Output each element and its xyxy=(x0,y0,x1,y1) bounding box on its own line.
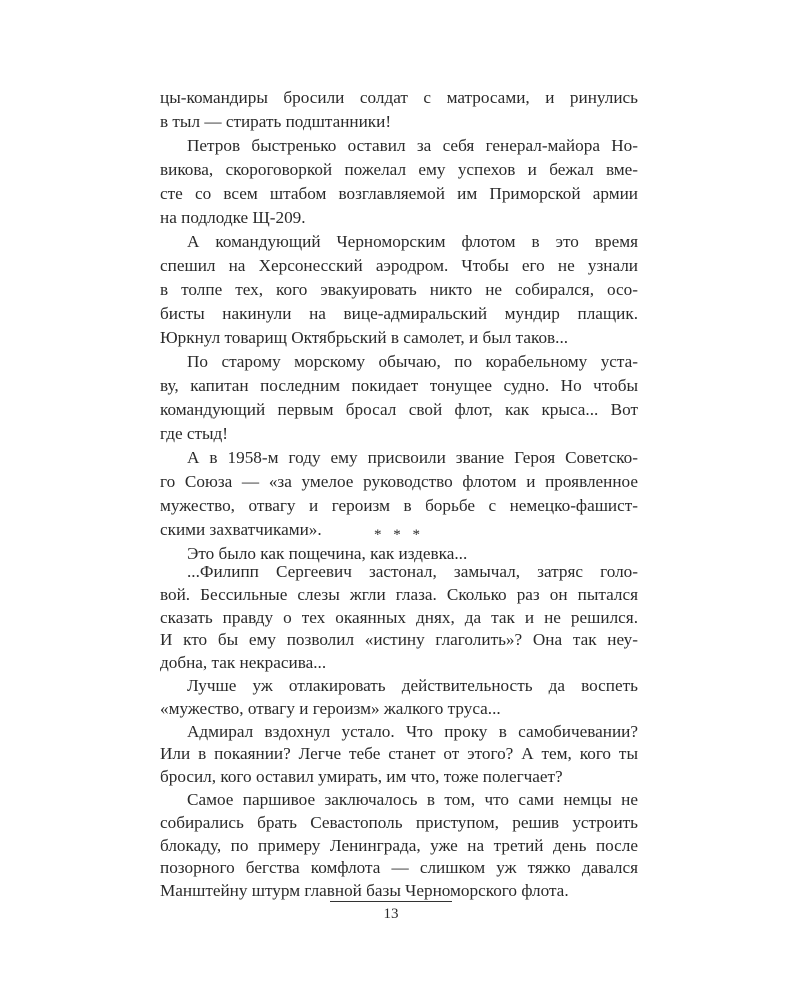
text-line: Или в покаянии? Легче тебе станет от этого? А тем, кого ты xyxy=(160,744,638,764)
text-line: спешил на Херсонесский аэродром. Чтобы его не узнали xyxy=(160,256,638,275)
text-line: мужество, отвагу и героизм в борьбе с немецко-фашист- xyxy=(160,496,638,515)
text-line: го Союза — «за умелое руководство флотом и проявленное xyxy=(160,472,638,491)
text-line: скими захватчиками». xyxy=(160,520,322,539)
text-section-1 xyxy=(160,86,638,566)
text-line: командующий первым бросал свой флот, как крыса... Вот xyxy=(160,400,638,419)
text-line: добна, так некрасива... xyxy=(160,653,327,673)
text-line: А командующий Черноморским флотом в это время xyxy=(187,232,638,251)
text-line: викова, скороговоркой пожелал ему успехов и бежал вме- xyxy=(160,160,638,179)
paragraph xyxy=(160,789,638,903)
text-line: сте со всем штабом возглавляемой им Приморской армии xyxy=(160,184,638,203)
text-line: А в 1958-м году ему присвоили звание Героя Советско- xyxy=(187,448,638,467)
text-line: цы-командиры бросили солдат с матросами, и ринулись xyxy=(160,88,638,107)
section-separator: * * * xyxy=(374,527,424,543)
paragraph xyxy=(160,721,638,789)
text-line: сказать правду о тех окаянных днях, да так и не решился. xyxy=(160,607,638,627)
footer-rule xyxy=(330,901,452,902)
paragraph xyxy=(160,230,638,350)
text-line: где стыд! xyxy=(160,424,229,443)
paragraph xyxy=(160,86,638,134)
text-line: в толпе тех, кого эвакуировать никто не собирался, осо- xyxy=(160,280,638,299)
text-section-2 xyxy=(160,561,638,903)
text-line: Это было как пощечина, как издевка... xyxy=(187,544,468,563)
text-line: блокаду, по примеру Ленинграда, уже на третий день после xyxy=(160,835,638,855)
text-line: ...Филипп Сергеевич застонал, замычал, затряс голо- xyxy=(187,562,638,581)
text-line: собирались брать Севастополь приступом, решив устроить xyxy=(160,812,638,832)
text-line: «мужество, отвагу и героизм» жалкого труса... xyxy=(160,698,501,718)
text-line: бросил, кого оставил умирать, им что, тоже полегчает? xyxy=(160,767,563,787)
paragraph xyxy=(160,134,638,230)
text-line: позорного бегства комфлота — слишком уж тяжко давался xyxy=(160,858,638,878)
page-number: 13 xyxy=(383,906,399,922)
text-line: вой. Бессильные слезы жгли глаза. Сколько раз он пытался xyxy=(160,584,638,604)
paragraph xyxy=(160,561,638,675)
text-line: Самое паршивое заключалось в том, что сами немцы не xyxy=(187,789,638,809)
text-line: Адмирал вздохнул устало. Что проку в самобичевании? xyxy=(187,721,638,741)
text-line: Лучше уж отлакировать действительность да воспеть xyxy=(187,675,638,695)
text-line: Юркнул товарищ Октябрьский в самолет, и был таков... xyxy=(160,328,569,347)
paragraph xyxy=(160,350,638,446)
paragraph xyxy=(160,675,638,721)
text-line: Петров быстренько оставил за себя генерал-майора Но- xyxy=(187,136,638,155)
text-line: бисты накинули на вице-адмиральский мундир плащик. xyxy=(160,304,638,323)
text-line: По старому морскому обычаю, по корабельному уста- xyxy=(187,352,638,371)
text-line: в тыл — стирать подштанники! xyxy=(160,112,392,131)
text-line: Манштейну штурм главной базы Черноморского флота. xyxy=(160,881,569,901)
text-line: И кто бы ему позволил «истину глаголить»? Она так неу- xyxy=(160,630,638,650)
text-line: ву, капитан последним покидает тонущее судно. Но чтобы xyxy=(160,376,638,395)
text-line: на подлодке Щ-209. xyxy=(160,208,306,227)
